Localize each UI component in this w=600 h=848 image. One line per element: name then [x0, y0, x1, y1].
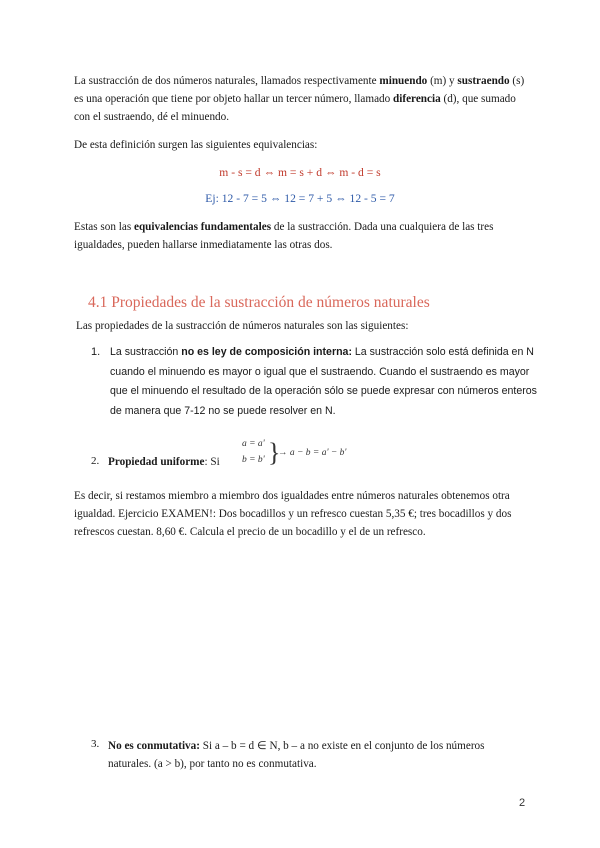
- formula-line-a: a = a': [242, 439, 265, 449]
- formula-result: → a − b = a' − b': [278, 448, 347, 458]
- text: (d), que sumado con el sustraendo, dé el minuendo.: [74, 93, 516, 123]
- item-number: 2.: [91, 455, 100, 467]
- property-item-3: [108, 737, 528, 773]
- text: La sustracción: [110, 346, 182, 358]
- uniform-property-formula: [240, 439, 360, 471]
- page-number: 2: [519, 797, 526, 809]
- term-sustraendo: sustraendo: [457, 75, 510, 87]
- text: Estas son las: [74, 221, 134, 233]
- definition-paragraph: [74, 72, 534, 126]
- item-number: 1.: [91, 346, 101, 358]
- text: : Si: [204, 456, 220, 468]
- text: La sustracción de dos números naturales, llamados respectivamente: [74, 75, 380, 87]
- item-number: 3.: [91, 738, 100, 750]
- text: (m) y: [427, 75, 458, 87]
- general-equivalence: m - s = d ⇔ m = s + d ⇔ m - d = s: [219, 166, 381, 179]
- property-title: no es ley de composición interna:: [181, 346, 352, 358]
- equivalences-intro: [74, 136, 534, 154]
- formula-line-b: b = b': [242, 455, 265, 465]
- exercise-paragraph: Es decir, si restamos miembro a miembro dos igualdades entre números naturales obtenemos otra igualdad. Ejercicio EXAMEN!: Dos bocadillos y un refresco cuestan 5,35 €; tres bocadillos y dos refrescos cuestan. 8,60 €. Calcula el precio de un bocadillo y el de un refresco.: [74, 490, 512, 538]
- text: De esta definición surgen las siguientes equivalencias:: [74, 139, 318, 151]
- text: La sustracción solo está definida en N cuando el minuendo es mayor o igual que el sustraendo. Cuando el sustraendo es mayor que el minuendo el resultado de la operación sólo se puede expresar con números enteros de manera que 7-12 no se puede resolver en N.: [110, 346, 537, 417]
- formula-brace: }: [268, 438, 281, 467]
- property-title: Propiedad uniforme: [108, 456, 205, 468]
- text: Si a – b = d ∈ N, b – a no existe en el conjunto de los números naturales. (a > b), por tanto no es conmutativa.: [108, 740, 485, 770]
- text: (s) es una operación que tiene por objeto hallar un tercer número, llamado: [74, 75, 525, 105]
- term-minuendo: minuendo: [379, 75, 428, 87]
- example-equivalence: Ej: 12 - 7 = 5 ⇔ 12 = 7 + 5 ⇔ 12 - 5 = 7: [205, 192, 395, 205]
- section-heading: 4.1 Propiedades de la sustracción de números naturales: [88, 294, 430, 311]
- properties-intro: Las propiedades de la sustracción de números naturales son las siguientes:: [76, 320, 409, 332]
- fundamental-paragraph: [74, 218, 534, 254]
- text: de la sustracción. Dada una cualquiera de las tres igualdades, pueden hallarse inmediatamente las otras dos.: [74, 221, 494, 251]
- property-item-2: [108, 453, 248, 471]
- term-equivalencias: equivalencias fundamentales: [133, 221, 272, 233]
- property-item-1: [110, 343, 540, 421]
- term-diferencia: diferencia: [393, 93, 441, 105]
- property-title: No es conmutativa:: [108, 740, 200, 752]
